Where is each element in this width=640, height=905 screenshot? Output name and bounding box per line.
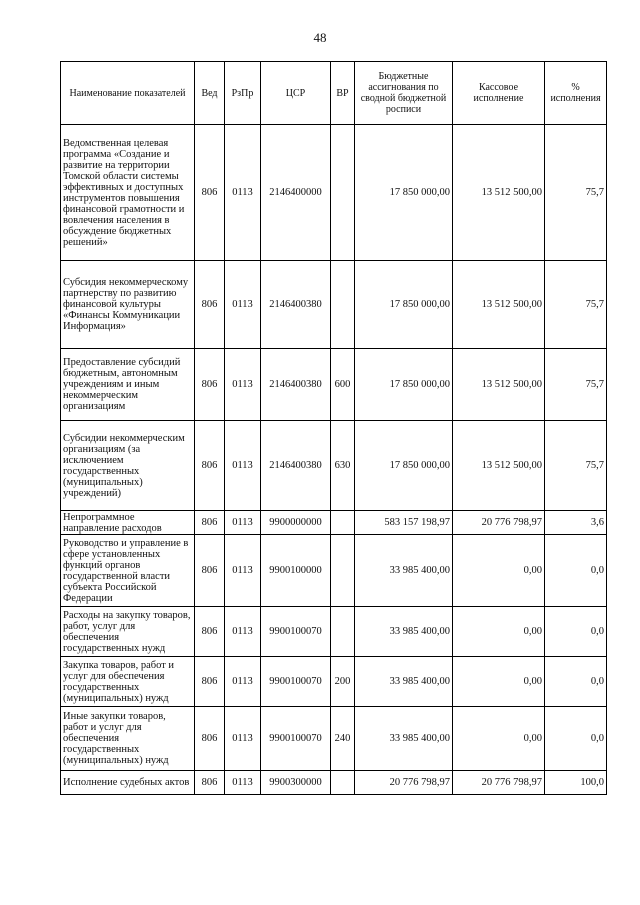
row-cash: 0,00	[453, 607, 545, 657]
row-cash: 20 776 798,97	[453, 771, 545, 795]
table-row	[61, 261, 607, 349]
row-percent: 0,0	[545, 607, 607, 657]
row-budget: 583 157 198,97	[355, 511, 453, 535]
header-cash: Кассовое исполнение	[453, 62, 545, 125]
table-row	[61, 421, 607, 511]
row-rzpr: 0113	[225, 511, 261, 535]
row-budget: 20 776 798,97	[355, 771, 453, 795]
table-row	[61, 511, 607, 535]
row-cash: 0,00	[453, 707, 545, 771]
row-percent: 75,7	[545, 421, 607, 511]
row-csr: 9900100070	[261, 657, 331, 707]
row-rzpr: 0113	[225, 349, 261, 421]
row-name: Иные закупки товаров, работ и услуг для обеспечения государственных (муниципальных) нужд	[61, 707, 195, 771]
row-vr	[331, 125, 355, 261]
header-rzpr: РзПр	[225, 62, 261, 125]
row-cash: 13 512 500,00	[453, 349, 545, 421]
row-ved: 806	[195, 349, 225, 421]
row-cash: 13 512 500,00	[453, 125, 545, 261]
row-name: Предоставление субсидий бюджетным, автономным учреждениям и иным некоммерческим организациям	[61, 349, 195, 421]
page-number: 48	[313, 30, 327, 45]
row-ved: 806	[195, 707, 225, 771]
row-budget: 17 850 000,00	[355, 349, 453, 421]
table-row	[61, 125, 607, 261]
row-rzpr: 0113	[225, 657, 261, 707]
row-ved: 806	[195, 657, 225, 707]
row-rzpr: 0113	[225, 421, 261, 511]
row-percent: 75,7	[545, 125, 607, 261]
row-name: Закупка товаров, работ и услуг для обеспечения государственных (муниципальных) нужд	[61, 657, 195, 707]
row-cash: 0,00	[453, 657, 545, 707]
budget-execution-table	[60, 61, 607, 795]
row-percent: 0,0	[545, 657, 607, 707]
row-ved: 806	[195, 421, 225, 511]
header-vr: ВР	[331, 62, 355, 125]
row-budget: 17 850 000,00	[355, 261, 453, 349]
row-ved: 806	[195, 125, 225, 261]
row-name: Субсидия некоммерческому партнерству по развитию финансовой культуры «Финансы Коммуникации Информация»	[61, 261, 195, 349]
row-vr: 630	[331, 421, 355, 511]
header-name: Наименование показателей	[61, 62, 195, 125]
row-budget: 17 850 000,00	[355, 421, 453, 511]
row-ved: 806	[195, 771, 225, 795]
row-name: Субсидии некоммерческим организациям (за исключением государственных (муниципальных) учреждений)	[61, 421, 195, 511]
row-vr	[331, 261, 355, 349]
row-vr	[331, 607, 355, 657]
row-ved: 806	[195, 607, 225, 657]
row-name: Исполнение судебных актов	[61, 771, 195, 795]
row-ved: 806	[195, 261, 225, 349]
table-row	[61, 349, 607, 421]
row-rzpr: 0113	[225, 707, 261, 771]
row-ved: 806	[195, 535, 225, 607]
row-name: Ведомственная целевая программа «Создание и развитие на территории Томской области системы эффективных и доступных инструментов повышения финансовой грамотности и вовлечения населения в обсуждение бюджетных решений»	[61, 125, 195, 261]
row-budget: 33 985 400,00	[355, 607, 453, 657]
row-name: Непрограммное направление расходов	[61, 511, 195, 535]
row-vr	[331, 511, 355, 535]
row-csr: 9900100070	[261, 607, 331, 657]
row-rzpr: 0113	[225, 771, 261, 795]
row-csr: 9900100070	[261, 707, 331, 771]
table-row	[61, 535, 607, 607]
row-csr: 9900300000	[261, 771, 331, 795]
header-ved: Вед	[195, 62, 225, 125]
row-csr: 2146400380	[261, 349, 331, 421]
row-vr	[331, 535, 355, 607]
row-cash: 0,00	[453, 535, 545, 607]
row-budget: 33 985 400,00	[355, 707, 453, 771]
row-csr: 9900100000	[261, 535, 331, 607]
header-csr: ЦСР	[261, 62, 331, 125]
row-rzpr: 0113	[225, 261, 261, 349]
row-percent: 0,0	[545, 535, 607, 607]
row-percent: 0,0	[545, 707, 607, 771]
row-cash: 13 512 500,00	[453, 261, 545, 349]
table-row	[61, 771, 607, 795]
row-budget: 33 985 400,00	[355, 657, 453, 707]
table-row	[61, 607, 607, 657]
row-rzpr: 0113	[225, 125, 261, 261]
row-percent: 75,7	[545, 349, 607, 421]
row-csr: 2146400380	[261, 261, 331, 349]
header-budget: Бюджетные ассигнования по сводной бюджетной росписи	[355, 62, 453, 125]
row-csr: 2146400000	[261, 125, 331, 261]
row-cash: 13 512 500,00	[453, 421, 545, 511]
row-name: Руководство и управление в сфере установленных функций органов государственной власти субъекта Российской Федерации	[61, 535, 195, 607]
row-csr: 2146400380	[261, 421, 331, 511]
row-name: Расходы на закупку товаров, работ, услуг для обеспечения государственных нужд	[61, 607, 195, 657]
row-budget: 17 850 000,00	[355, 125, 453, 261]
row-rzpr: 0113	[225, 535, 261, 607]
row-percent: 75,7	[545, 261, 607, 349]
table-row	[61, 707, 607, 771]
row-vr	[331, 771, 355, 795]
header-percent: % исполнения	[545, 62, 607, 125]
table-header-row	[61, 62, 607, 125]
table-row	[61, 657, 607, 707]
row-percent: 3,6	[545, 511, 607, 535]
row-cash: 20 776 798,97	[453, 511, 545, 535]
row-ved: 806	[195, 511, 225, 535]
row-vr: 600	[331, 349, 355, 421]
row-vr: 240	[331, 707, 355, 771]
row-budget: 33 985 400,00	[355, 535, 453, 607]
row-csr: 9900000000	[261, 511, 331, 535]
row-vr: 200	[331, 657, 355, 707]
row-rzpr: 0113	[225, 607, 261, 657]
row-percent: 100,0	[545, 771, 607, 795]
